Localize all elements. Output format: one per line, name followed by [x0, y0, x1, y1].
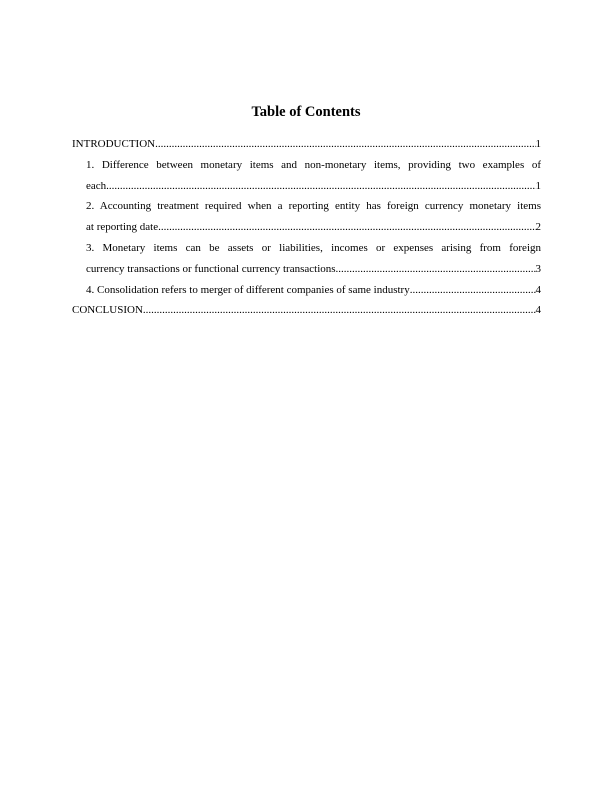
- table-of-contents: [72, 134, 541, 321]
- toc-page-number: 3: [535, 262, 541, 275]
- toc-entry-text-continued: currency transactions or functional currency transactions.: [86, 262, 339, 275]
- toc-entry-text: INTRODUCTION: [72, 138, 156, 150]
- toc-page-number: 2: [535, 221, 541, 234]
- toc-entry-text: 4. Consolidation refers to merger of different companies of same industry: [86, 283, 410, 296]
- toc-page-number: 4: [535, 304, 541, 317]
- dot-leader: [143, 300, 536, 321]
- dot-leader: [410, 280, 536, 301]
- toc-entry-text: 3. Monetary items can be assets or liabilities, incomes or expenses arising from foreign: [86, 241, 541, 254]
- toc-page-number: 1: [535, 138, 541, 150]
- toc-entry-4[interactable]: [72, 280, 541, 301]
- toc-entry-conclusion[interactable]: [72, 300, 541, 321]
- toc-entry-text: 1. Difference between monetary items and non-monetary items, providing two examples of: [86, 158, 541, 171]
- toc-entry-text-continued: at reporting date: [86, 221, 159, 234]
- dot-leader: [338, 259, 535, 280]
- toc-entry-text: CONCLUSION: [72, 304, 143, 317]
- toc-page-number: 1: [535, 179, 541, 192]
- toc-entry-3[interactable]: [72, 238, 541, 280]
- toc-title: Table of Contents: [251, 104, 361, 120]
- toc-entry-2[interactable]: [72, 196, 541, 238]
- toc-entry-text-continued: each: [86, 179, 107, 192]
- dot-leader: [158, 217, 535, 238]
- dot-leader: [106, 176, 535, 197]
- toc-entry-1[interactable]: [72, 155, 541, 197]
- toc-entry-introduction[interactable]: [72, 134, 541, 155]
- toc-entry-text: 2. Accounting treatment required when a reporting entity has foreign currency monetary items: [86, 200, 541, 213]
- toc-page-number: 4: [535, 283, 541, 296]
- dot-leader: [155, 134, 535, 155]
